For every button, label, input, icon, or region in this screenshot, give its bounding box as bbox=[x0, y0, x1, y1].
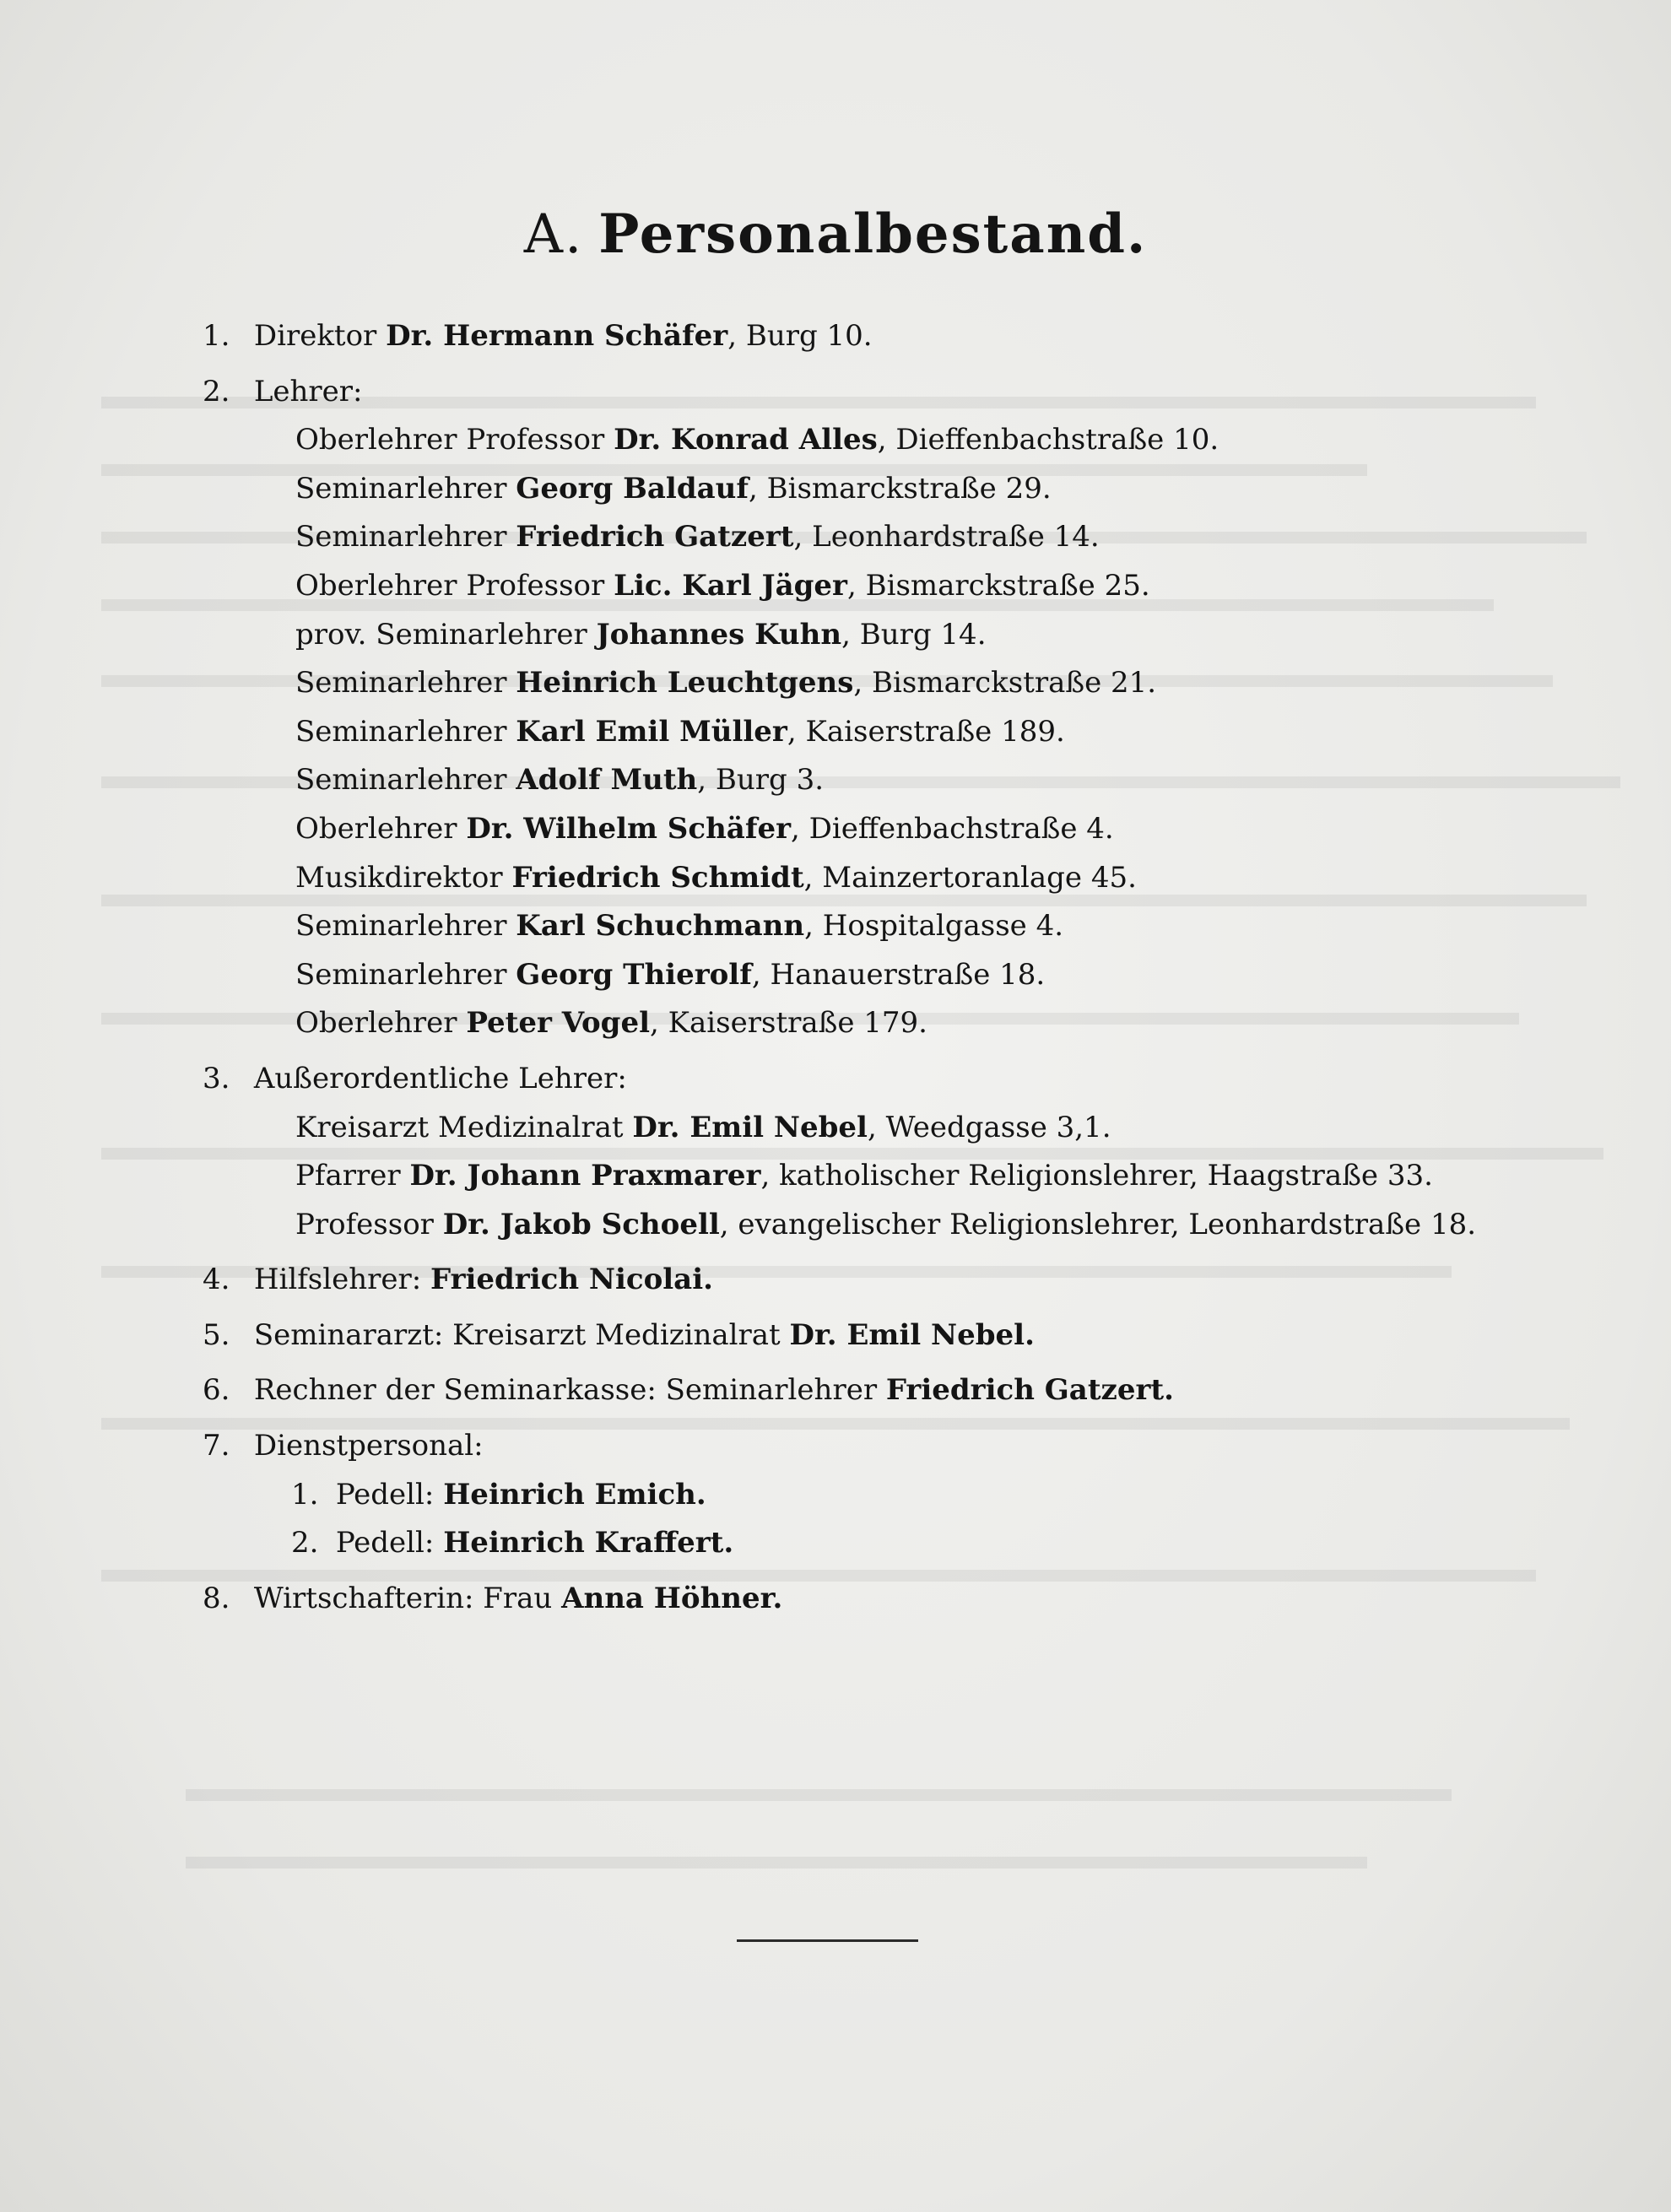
person-name: Heinrich Emich. bbox=[443, 1477, 706, 1512]
address: Burg 14. bbox=[859, 617, 987, 652]
role: Seminarlehrer bbox=[295, 763, 507, 798]
staff-heading bbox=[203, 1422, 1553, 1471]
person-name: Dr. Johann Praxmarer bbox=[409, 1159, 761, 1193]
address: Burg 3. bbox=[715, 763, 825, 798]
teacher-row: Seminarlehrer Adolf Muth, Burg 3. bbox=[295, 763, 825, 798]
address: Mainzertoranlage 45. bbox=[822, 860, 1137, 895]
label: Seminararzt: Kreisarzt Medizinalrat bbox=[253, 1317, 781, 1352]
label: Hilfslehrer: bbox=[253, 1263, 422, 1297]
person-name: Dr. Hermann Schäfer bbox=[386, 319, 728, 353]
person-name: Karl Schuchmann bbox=[516, 909, 805, 944]
role: Professor bbox=[295, 1207, 434, 1241]
address: Hanauerstraße 18. bbox=[770, 957, 1046, 992]
teacher-row: Oberlehrer Peter Vogel, Kaiserstraße 179. bbox=[295, 1006, 927, 1041]
address: Weedgasse 3,1. bbox=[885, 1110, 1111, 1144]
role: Seminarlehrer bbox=[295, 957, 507, 992]
teacher-row: Seminarlehrer Georg Baldauf, Bismarckstraße 29. bbox=[295, 471, 1052, 506]
person-name: Friedrich Nicolai. bbox=[430, 1263, 713, 1297]
extra-teachers-heading bbox=[203, 1055, 1553, 1104]
teacher-row: Seminarlehrer Karl Emil Müller, Kaiserstraße 189. bbox=[295, 714, 1065, 749]
sub-number: 1. bbox=[291, 1477, 319, 1512]
person-name: Heinrich Leuchtgens bbox=[516, 666, 854, 700]
entry-assistant bbox=[203, 1256, 1553, 1305]
address: katholischer Religionslehrer, Haagstraße 33. bbox=[779, 1159, 1433, 1193]
address: Dieffenbachstraße 4. bbox=[808, 811, 1114, 846]
staff-row bbox=[203, 1519, 1553, 1568]
person-name: Friedrich Gatzert bbox=[516, 520, 794, 554]
page-title bbox=[0, 203, 1671, 266]
label: Wirtschafterin: Frau bbox=[253, 1581, 553, 1615]
closing-rule bbox=[737, 1939, 918, 1942]
teacher-row: Seminarlehrer Karl Schuchmann, Hospitalgasse 4. bbox=[295, 909, 1064, 944]
role: Oberlehrer bbox=[295, 1006, 457, 1041]
heading-text: Dienstpersonal: bbox=[253, 1429, 484, 1463]
teacher-row: Oberlehrer Dr. Wilhelm Schäfer, Dieffenbachstraße 4. bbox=[295, 811, 1114, 846]
label: Rechner der Seminarkasse: Seminarlehrer bbox=[253, 1373, 878, 1408]
entry-number: 4. bbox=[203, 1263, 230, 1297]
heading-text: Außerordentliche Lehrer: bbox=[253, 1061, 627, 1095]
role: Musikdirektor bbox=[295, 860, 503, 895]
heading-text: Lehrer: bbox=[253, 374, 363, 408]
address: Bismarckstraße 25. bbox=[865, 568, 1150, 603]
address: Kaiserstraße 189. bbox=[805, 714, 1065, 749]
person-name: Georg Thierolf bbox=[516, 957, 752, 992]
person-name: Lic. Karl Jäger bbox=[614, 568, 847, 603]
entry-number: 1. bbox=[203, 319, 230, 353]
teacher-row: Musikdirektor Friedrich Schmidt, Mainzertoranlage 45. bbox=[295, 860, 1137, 895]
role: Seminarlehrer bbox=[295, 666, 507, 700]
extra-teacher-row: Professor Dr. Jakob Schoell, evangelischer Religionslehrer, Leonhardstraße 18. bbox=[295, 1207, 1477, 1241]
role: Oberlehrer bbox=[295, 811, 457, 846]
person-name: Friedrich Schmidt bbox=[511, 860, 804, 895]
entry-housekeeper bbox=[203, 1575, 1553, 1624]
address: Kaiserstraße 179. bbox=[668, 1006, 927, 1041]
teacher-row: Seminarlehrer Heinrich Leuchtgens, Bismarckstraße 21. bbox=[295, 666, 1157, 700]
teacher-row: prov. Seminarlehrer Johannes Kuhn, Burg 14. bbox=[295, 617, 987, 652]
teachers-heading bbox=[203, 368, 1553, 417]
address: evangelischer Religionslehrer, Leonhardstraße 18. bbox=[738, 1207, 1477, 1241]
entry-number: 6. bbox=[203, 1373, 230, 1408]
address: Hospitalgasse 4. bbox=[822, 909, 1064, 944]
address: Dieffenbachstraße 10. bbox=[895, 423, 1219, 457]
person-name: Karl Emil Müller bbox=[516, 714, 787, 749]
role: Seminarlehrer bbox=[295, 471, 507, 506]
role: Seminarlehrer bbox=[295, 520, 507, 554]
entry-number: 5. bbox=[203, 1317, 230, 1352]
person-name: Dr. Jakob Schoell bbox=[442, 1207, 720, 1241]
entry-number: 2. bbox=[203, 374, 230, 408]
person-name: Adolf Muth bbox=[516, 763, 698, 798]
person-name: Georg Baldauf bbox=[516, 471, 749, 506]
teacher-row: Oberlehrer Professor Dr. Konrad Alles, Dieffenbachstraße 10. bbox=[295, 423, 1219, 457]
person-name: Anna Höhner. bbox=[561, 1581, 783, 1615]
person-name: Friedrich Gatzert. bbox=[885, 1373, 1174, 1408]
address: Bismarckstraße 29. bbox=[766, 471, 1052, 506]
extra-teacher-row: Kreisarzt Medizinalrat Dr. Emil Nebel, Weedgasse 3,1. bbox=[295, 1110, 1111, 1144]
label: Pedell: bbox=[335, 1477, 435, 1512]
extra-teacher-row: Pfarrer Dr. Johann Praxmarer, katholischer Religionslehrer, Haagstraße 33. bbox=[295, 1159, 1433, 1193]
person-name: Dr. Konrad Alles bbox=[614, 423, 878, 457]
address: Burg 10. bbox=[745, 319, 873, 353]
person-name: Dr. Emil Nebel bbox=[632, 1110, 868, 1144]
entry-doctor bbox=[203, 1312, 1553, 1360]
entry-number: 3. bbox=[203, 1061, 230, 1095]
role: Seminarlehrer bbox=[295, 714, 507, 749]
role: Pfarrer bbox=[295, 1159, 401, 1193]
person-name: Heinrich Kraffert. bbox=[443, 1526, 734, 1560]
role: Oberlehrer Professor bbox=[295, 423, 605, 457]
person-name: Dr. Emil Nebel. bbox=[789, 1317, 1035, 1352]
teacher-row: Seminarlehrer Friedrich Gatzert, Leonhardstraße 14. bbox=[295, 520, 1100, 554]
entry-number: 7. bbox=[203, 1429, 230, 1463]
entry-number: 8. bbox=[203, 1581, 230, 1615]
person-name: Dr. Wilhelm Schäfer bbox=[466, 811, 791, 846]
teacher-row: Oberlehrer Professor Lic. Karl Jäger, Bismarckstraße 25. bbox=[295, 568, 1150, 603]
role: Seminarlehrer bbox=[295, 909, 507, 944]
entry-treasurer bbox=[203, 1366, 1553, 1415]
personnel-list bbox=[203, 312, 1553, 1623]
role: Oberlehrer Professor bbox=[295, 568, 605, 603]
title-text: Personalbestand. bbox=[598, 203, 1148, 266]
person-name: Johannes Kuhn bbox=[596, 617, 842, 652]
address: Bismarckstraße 21. bbox=[872, 666, 1157, 700]
sub-number: 2. bbox=[291, 1526, 319, 1560]
role: Direktor bbox=[253, 319, 377, 353]
role: prov. Seminarlehrer bbox=[295, 617, 587, 652]
label: Pedell: bbox=[335, 1526, 435, 1560]
person-name: Peter Vogel bbox=[466, 1006, 650, 1041]
role: Kreisarzt Medizinalrat bbox=[295, 1110, 624, 1144]
entry-director: 1. Direktor Dr. Hermann Schäfer, Burg 10. bbox=[203, 312, 1553, 361]
teacher-row: Seminarlehrer Georg Thierolf, Hanauerstraße 18. bbox=[295, 957, 1046, 992]
title-prefix: A. bbox=[523, 203, 584, 266]
staff-row bbox=[203, 1471, 1553, 1520]
address: Leonhardstraße 14. bbox=[812, 520, 1100, 554]
